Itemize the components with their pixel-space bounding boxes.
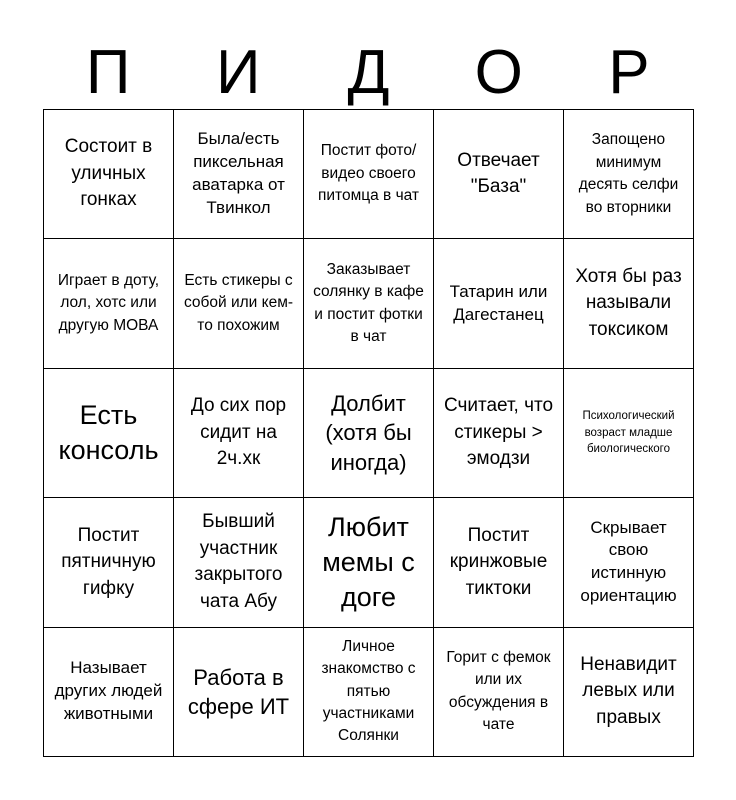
cell-text: Есть стикеры с собой или кем-то похожим bbox=[183, 271, 294, 334]
bingo-cell[interactable] bbox=[304, 239, 434, 368]
bingo-cell[interactable] bbox=[174, 239, 304, 368]
cell-text: Татарин или Дагестанец bbox=[449, 281, 548, 324]
bingo-cell[interactable] bbox=[44, 498, 174, 627]
cell-text: Заказывает солянку в кафе и постит фотки в чат bbox=[313, 260, 424, 346]
bingo-cell[interactable] bbox=[304, 628, 434, 757]
cell-text: Бывший участник закрытого чата Абу bbox=[194, 511, 283, 612]
cell-text: Играет в доту, лол, хотс или другую МОВА bbox=[57, 271, 160, 334]
bingo-cell[interactable] bbox=[434, 110, 564, 239]
bingo-cell[interactable] bbox=[44, 628, 174, 757]
bingo-cell[interactable] bbox=[564, 498, 694, 627]
bingo-cell[interactable] bbox=[304, 110, 434, 239]
bingo-cell[interactable] bbox=[44, 110, 174, 239]
title-letter: О bbox=[474, 38, 523, 107]
bingo-board bbox=[43, 109, 694, 757]
cell-text: Отвечает "База" bbox=[457, 149, 540, 198]
cell-text: Называет других людей животными bbox=[54, 658, 163, 724]
title-letter: П bbox=[85, 38, 131, 107]
cell-text: Психологический возраст младше биологического bbox=[582, 409, 675, 456]
bingo-title bbox=[43, 38, 694, 108]
cell-text: Хотя бы раз называли токсиком bbox=[575, 265, 682, 340]
cell-text: Личное знакомство с пятью участниками Солянки bbox=[321, 637, 416, 745]
bingo-cell[interactable] bbox=[564, 628, 694, 757]
cell-text: Скрывает свою истинную ориентацию bbox=[580, 517, 677, 606]
cell-text: Постит кринжовые тиктоки bbox=[449, 524, 548, 599]
cell-text: Долбит (хотя бы иногда) bbox=[325, 391, 412, 475]
cell-text: До сих пор сидит на 2ч.хк bbox=[190, 395, 287, 470]
bingo-cell[interactable] bbox=[44, 369, 174, 498]
bingo-cell[interactable] bbox=[304, 498, 434, 627]
title-letter: Р bbox=[608, 38, 650, 107]
bingo-cell[interactable] bbox=[564, 369, 694, 498]
cell-text: Состоит в уличных гонках bbox=[64, 136, 153, 211]
bingo-cell[interactable] bbox=[434, 498, 564, 627]
bingo-cell[interactable] bbox=[564, 110, 694, 239]
bingo-cell[interactable] bbox=[44, 239, 174, 368]
title-letter: И bbox=[216, 38, 261, 107]
bingo-cell[interactable] bbox=[174, 498, 304, 627]
cell-text: Любит мемы с доге bbox=[322, 511, 415, 612]
cell-text: Была/есть пиксельная аватарка от Твинкол bbox=[192, 129, 285, 218]
cell-text: Запощено минимум десять селфи во вторники bbox=[578, 131, 679, 216]
bingo-cell[interactable] bbox=[434, 239, 564, 368]
cell-text: Постит пятничную гифку bbox=[61, 524, 156, 599]
bingo-cell[interactable] bbox=[174, 628, 304, 757]
cell-text: Считает, что стикеры > эмодзи bbox=[443, 395, 554, 470]
cell-text: Постит фото/видео своего питомца в чат bbox=[317, 142, 420, 205]
bingo-cell[interactable] bbox=[174, 110, 304, 239]
bingo-cell[interactable] bbox=[564, 239, 694, 368]
cell-text: Работа в сфере ИТ bbox=[187, 664, 290, 719]
title-letter: Д bbox=[347, 38, 390, 107]
cell-text: Есть консоль bbox=[58, 399, 159, 465]
bingo-cell[interactable] bbox=[434, 369, 564, 498]
bingo-cell[interactable] bbox=[304, 369, 434, 498]
cell-text: Горит с фемок или их обсуждения в чате bbox=[446, 648, 551, 734]
cell-text: Ненавидит левых или правых bbox=[580, 653, 677, 729]
bingo-cell[interactable] bbox=[174, 369, 304, 498]
bingo-cell[interactable] bbox=[434, 628, 564, 757]
